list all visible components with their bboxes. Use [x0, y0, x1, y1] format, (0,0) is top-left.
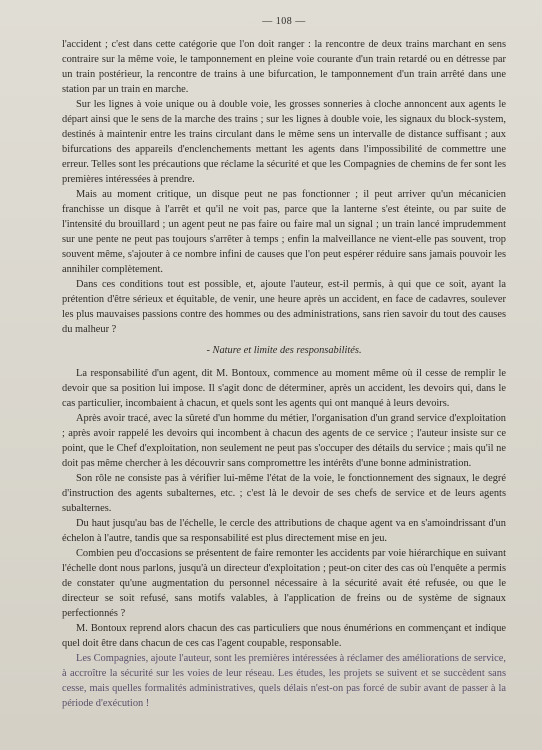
- paragraph: Dans ces conditions tout est possible, et, ajoute l'auteur, est-il permis, à qui que ce soit, ayant la prétention d'être sérieux et équitable, de venir, une heure après un accident, en face de cadavres, soulever les plus mauvaises passions contre des hommes ou des administrations, sans rien savoir du tout des causes du malheur ?: [62, 279, 506, 335]
- section-title: Nature et limite des responsabilités.: [212, 345, 362, 356]
- section-heading: [62, 345, 506, 356]
- section-dash: -: [206, 345, 210, 356]
- page-number: — 108 —: [262, 16, 306, 27]
- paragraph: Mais au moment critique, un disque peut ne pas fonctionner ; il peut arriver qu'un mécanicien franchisse un disque à l'arrêt et qu'il ne voit pas, parce que la lanterne s'est éteinte, ou par suite de l'intensité du brouillard ; un agent peut ne pas faire ou faire mal un signal ; un train lancé imprudemment sur une pente ne peut pas toujours s'arrêter à temps ; enfin la malveillance ne vient-elle pas souvent, trop souvent même, s'ajouter à ce nombre infini de causes que l'on peut espérer réduire sans jamais pouvoir les annihiler complètement.: [62, 189, 506, 275]
- paragraph: Sur les lignes à voie unique ou à double voie, les grosses sonneries à cloche annoncent aux agents le départ ainsi que le sens de la marche des trains ; sur les lignes à double voie, les signaux du block-system, destinés à maintenir entre les trains circulant dans le même sens un intervalle de distance suffisant ; aux bifurcations des appareils d'enclenchements mettant les agents dans l'impossibilité de commettre une erreur. Telles sont les précautions que réclame la sécurité et que les Compagnies de chemins de fer sont les premières intéressées à prendre.: [62, 99, 506, 185]
- paragraph: La responsabilité d'un agent, dit M. Bontoux, commence au moment même où il cesse de remplir le devoir que sa position lui impose. Il s'agit donc de déterminer, après un accident, les devoirs qui, dans le cas particulier, incombaient à chacun, et quels sont les agents qui ont manqué à leurs devoirs.: [62, 368, 506, 409]
- paragraph: Du haut jusqu'au bas de l'échelle, le cercle des attributions de chaque agent va en s'amoindrissant d'un échelon à l'autre, tandis que sa responsabilité est plus directement mise en jeu.: [62, 518, 506, 544]
- paragraph: Combien peu d'occasions se présentent de faire remonter les accidents par voie hiérarchique en suivant l'échelle dont nous parlons, jusqu'à un directeur d'exploitation ; peut-on citer des cas où l'enquête a permis de constater qu'une augmentation du personnel nécessaire à la sécurité avait été refusée, ou que le directeur se soit refusé, sans motifs valables, à l'application de freins ou de système de signaux perfectionnés ?: [62, 548, 506, 619]
- paragraph: Les Compagnies, ajoute l'auteur, sont les premières intéressées à réclamer des améliorations de service, à accroître la sécurité sur les voies de leur réseau. Les études, les projets se suivent et se succèdent sans cesse, mais quelles formalités administratives, quels délais n'est-on pas forcé de subir avant de passer à la période d'exécution !: [62, 653, 506, 709]
- paragraph: Son rôle ne consiste pas à vérifier lui-même l'état de la voie, le fonctionnement des signaux, le degré d'instruction des agents subalternes, etc. ; c'est là le devoir de ses chefs de service et de leurs agents subalternes.: [62, 473, 506, 514]
- paragraph: Après avoir tracé, avec la sûreté d'un homme du métier, l'organisation d'un grand service d'exploitation ; après avoir rappelé les devoirs qui incombent à chacun des agents de ce service ; l'auteur insiste sur ce point, que le Chef d'exploitation, non seulement ne peut pas s'occuper des détails du service ; mais qu'il ne doit pas même chercher à les découvrir sans compromettre les intérêts d'une bonne administration.: [62, 413, 506, 469]
- paragraph: l'accident ; c'est dans cette catégorie que l'on doit ranger : la rencontre de deux trains marchant en sens contraire sur la même voie, le tamponnement en pleine voie courante d'un train retardé ou en détresse par un train postérieur, la rencontre de trains à une bifurcation, le tamponnement d'un train arrêté dans une station par un train en marche.: [62, 39, 506, 95]
- paragraph: M. Bontoux reprend alors chacun des cas particuliers que nous énumérions en commençant et indique quel doit être dans chacun de ces cas l'agent coupable, responsable.: [62, 623, 506, 649]
